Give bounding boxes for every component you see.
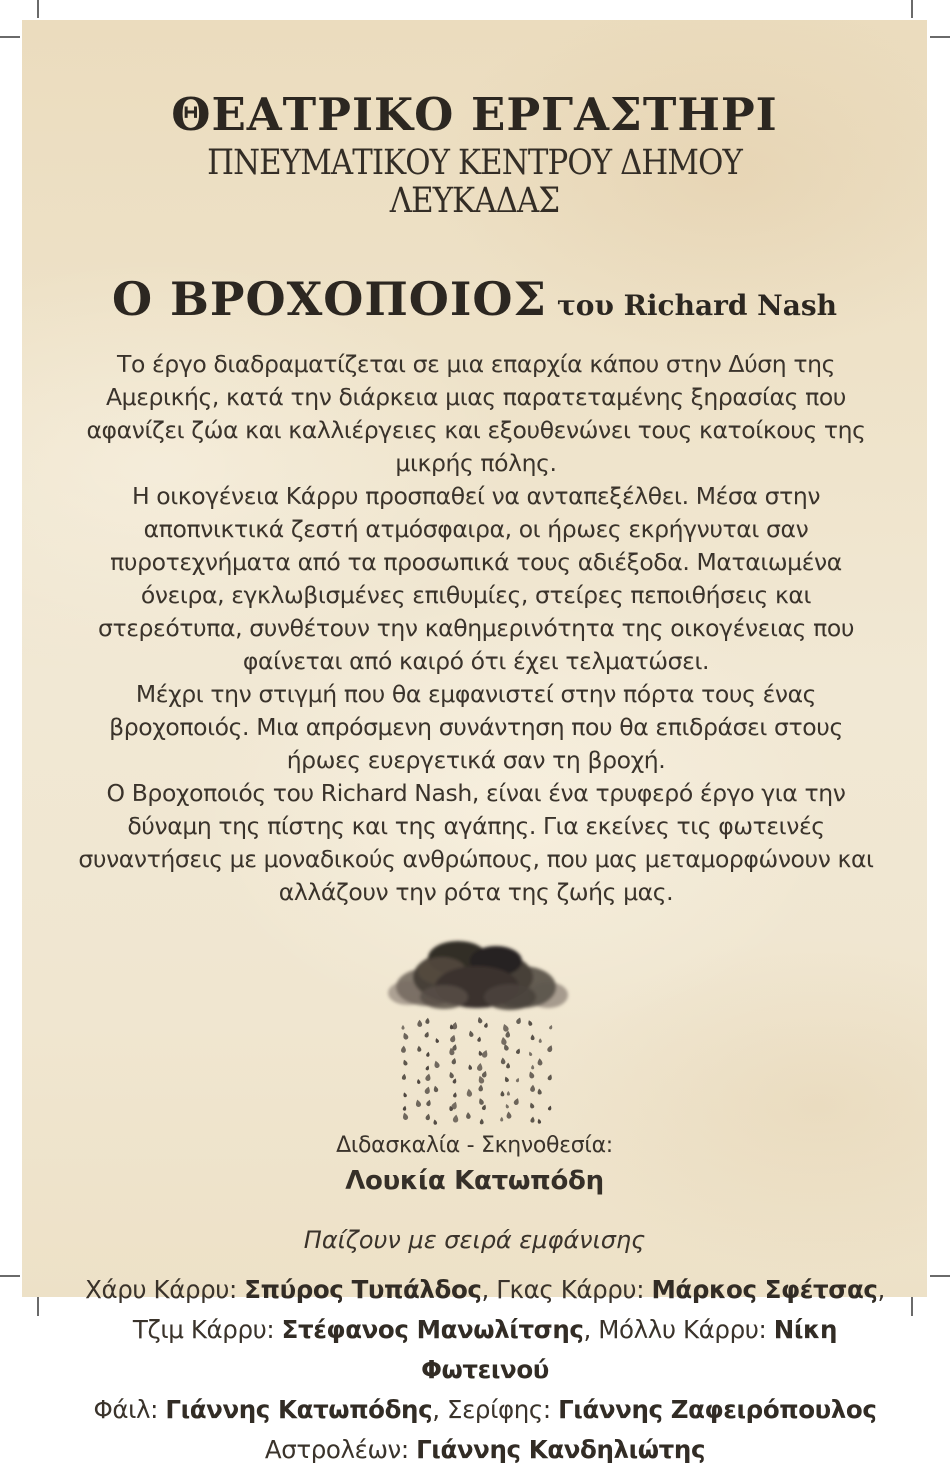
cast-role: , (877, 1274, 885, 1304)
director-name: Λουκία Κατωπόδη (345, 1165, 604, 1196)
cast-actor-name: Γιάννης Ζαφειρόπουλος (558, 1394, 877, 1424)
cropmark-top-right-horizontal (930, 36, 950, 38)
cast-intro: Παίζουν με σειρά εμφάνισης (303, 1225, 646, 1254)
cast-actor-name: Σπύρος Τυπάλδος (244, 1274, 482, 1304)
cast-actor-name: Γιάννης Κανδηλιώτης (416, 1434, 706, 1464)
synopsis-paragraph: Ο Βροχοποιός του Richard Nash, είναι ένα τρυφερό έργο για την δύναμη της πίστης και της αγάπης. Για εκείνες τις φωτεινές συναντήσεις με μοναδικούς ανθρώπους, που μας μεταμορφώνουν και αλλάζουν την ρότα της ζωής μας. (78, 778, 874, 906)
cast-actor-name: Στέφανος Μανωλίτσης (281, 1314, 584, 1344)
cropmark-bottom-left-vertical (37, 1297, 39, 1316)
cloud-shape (388, 941, 568, 1010)
cropmark-top-left-horizontal (0, 36, 20, 38)
synopsis-paragraph: Μέχρι την στιγμή που θα εμφανιστεί στην πόρτα τους ένας βροχοποιός. Μια απρόσμενη συνάντηση που θα επιδράσει στους ήρωες ευεργετικά σαν τη βροχή. (109, 679, 843, 774)
organization-subtitle: ΠΝΕΥΜΑΤΙΚΟΥ ΚΕΝΤΡΟΥ ΔΗΜΟΥ ΛΕΥΚΑΔΑΣ (207, 142, 742, 221)
synopsis-paragraph: Η οικογένεια Κάρρυ προσπαθεί να ανταπεξέλθει. Μέσα στην αποπνικτικά ζεστή ατμόσφαιρα, οι ήρωες εκρήγνυται σαν πυροτεχνήματα από τα προσωπικά τους αδιέξοδα. Ματαιωμένα όνειρα, εγκλωβισμένες επιθυμίες, στείρες πεποιθήσεις και στερεότυπα, συνθέτουν την καθημερινότητα της οικογένειας που φαίνεται από καιρό ότι έχει τελματώσει. (97, 481, 855, 675)
rain-cloud-illustration (370, 925, 580, 1125)
synopsis-paragraph: Το έργο διαδραματίζεται σε μια επαρχία κάπου στην Δύση της Αμερικής, κατά την διάρκεια μιας παρατεταμένης ξηρασίας που αφανίζει ζώα και καλλιέργειες και εξουθενώνει τους κατοίκους της μικρής πόλης. (86, 349, 866, 477)
organization-title: ΘΕΑΤΡΙΚΟ ΕΡΓΑΣΤΗΡΙ (171, 88, 778, 141)
cast-role: , Μόλλυ Κάρρυ: (583, 1314, 774, 1344)
cast-line (70, 1430, 900, 1470)
direction-label: Διδασκαλία - Σκηνοθεσία: (336, 1132, 613, 1158)
cast-role: , Γκας Κάρρυ: (481, 1274, 652, 1304)
cast-line (70, 1270, 900, 1310)
cast-list (70, 1270, 900, 1470)
cast-line (70, 1390, 900, 1430)
cast-actor-name: Μάρκος Σφέτσας (651, 1274, 878, 1304)
cast-role: , Σερίφης: (432, 1394, 559, 1424)
cast-role: Τζιμ Κάρρυ: (132, 1314, 282, 1344)
cropmark-bottom-right-vertical (911, 1297, 913, 1316)
cropmark-top-left-vertical (37, 0, 39, 18)
play-title-byline: του Richard Nash (556, 288, 838, 322)
raindrops (400, 1016, 553, 1125)
cast-role: Αστρολέων: (264, 1434, 417, 1464)
synopsis (70, 348, 882, 909)
cast-actor-name: Νίκη Φωτεινού (421, 1314, 838, 1384)
cast-actor-name: Γιάννης Κατωπόδης (165, 1394, 433, 1424)
play-title-main: Ο ΒΡΟΧΟΠΟΙΟΣ (111, 271, 547, 326)
cast-role: Φάιλ: (93, 1394, 166, 1424)
cast-role: Χάρυ Κάρρυ: (85, 1274, 245, 1304)
poster-paper (22, 20, 927, 1464)
cast-line (70, 1310, 900, 1390)
play-title (70, 271, 879, 326)
cropmark-bottom-right-horizontal (930, 1275, 950, 1277)
cropmark-top-right-vertical (911, 0, 913, 18)
cropmark-bottom-left-horizontal (0, 1275, 20, 1277)
